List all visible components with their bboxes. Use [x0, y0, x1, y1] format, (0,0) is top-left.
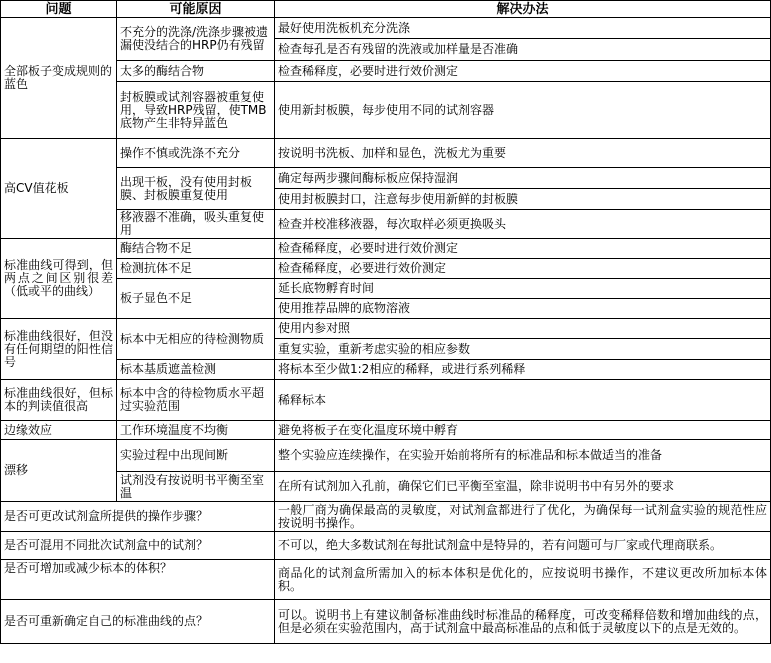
solution-cell: 使用新封板膜，每步使用不同的试剂容器 [275, 82, 771, 139]
cause-cell: 移液器不准确，吸头重复使用 [117, 210, 275, 239]
header-solution: 解决办法 [275, 1, 771, 18]
solution-cell: 将标本至少做1:2相应的稀释，或进行系列稀释 [275, 360, 771, 380]
table-row [1, 319, 771, 339]
solution-cell: 使用内参对照 [275, 319, 771, 339]
cause-cell: 标本基质遮盖检测 [117, 360, 275, 380]
table-row [1, 139, 771, 168]
faq-answer: 一般厂商为确保最高的灵敏度，对试剂盒都进行了优化，为确保每一试剂盒实验的规范性应按说明书操作。 [275, 502, 771, 532]
solution-cell: 延长底物孵育时间 [275, 279, 771, 299]
cause-cell: 封板膜或试剂容器被重复使用，导致HRP残留，使TMB底物产生非特异蓝色 [117, 82, 275, 139]
table-row [1, 61, 771, 82]
cause-cell: 操作不慎或洗涤不充分 [117, 139, 275, 168]
solution-cell: 最好使用洗板机充分洗涤 [275, 18, 771, 39]
solution-cell: 检查稀释度，必要时进行效价测定 [275, 239, 771, 259]
solution-cell: 避免将板子在变化温度环境中孵育 [275, 421, 771, 440]
solution-cell: 稀释标本 [275, 380, 771, 421]
table-row [1, 239, 771, 259]
problem-cell: 边缘效应 [1, 421, 117, 440]
solution-cell: 检查每孔是否有残留的洗液或加样量是否准确 [275, 39, 771, 61]
table-row [1, 259, 771, 279]
table-row [1, 440, 771, 472]
header-problem: 问题 [1, 1, 117, 18]
cause-cell: 板子显色不足 [117, 279, 275, 319]
solution-cell: 检查稀释度，必要进行效价测定 [275, 259, 771, 279]
cause-cell: 出现干板，没有使用封板膜、封板膜重复使用 [117, 168, 275, 210]
cause-cell: 太多的酶结合物 [117, 61, 275, 82]
solution-cell: 重复实验，重新考虑实验的相应参数 [275, 339, 771, 360]
problem-cell: 高CV值花板 [1, 139, 117, 239]
cause-cell: 工作环境温度不均衡 [117, 421, 275, 440]
cause-cell: 试剂没有按说明书平衡至室温 [117, 472, 275, 502]
solution-cell: 确定每两步骤间酶标板应保持湿润 [275, 168, 771, 189]
faq-answer: 不可以，绝大多数试剂在每批试剂盒中是特异的，若有问题可与厂家或代理商联系。 [275, 532, 771, 560]
faq-question: 是否可增加或减少标本的体积？ [1, 560, 275, 600]
cause-cell: 标本中含的待检物质水平超过实验范围 [117, 380, 275, 421]
cause-cell: 酶结合物不足 [117, 239, 275, 259]
faq-answer: 商品化的试剂盒所需加入的标本体积是优化的，应按说明书操作，不建议更改所加标本体积。 [275, 560, 771, 600]
header-row [1, 1, 771, 18]
table-row [1, 82, 771, 139]
faq-answer: 可以。说明书上有建议制备标准曲线时标准品的稀释度，可改变稀释倍数和增加曲线的点，但是必须在实验范围内，高于试剂盒中最高标准品的点和低于灵敏度以下的点是无效的。 [275, 600, 771, 644]
table-row [1, 168, 771, 189]
faq-row [1, 600, 771, 644]
faq-row [1, 560, 771, 600]
table-row [1, 360, 771, 380]
header-cause: 可能原因 [117, 1, 275, 18]
table-row [1, 279, 771, 299]
faq-question: 是否可更改试剂盒所提供的操作步骤？ [1, 502, 275, 532]
faq-question: 是否可重新确定自己的标准曲线的点？ [1, 600, 275, 644]
problem-cell: 全部板子变成规则的蓝色 [1, 18, 117, 139]
table-row [1, 210, 771, 239]
solution-cell: 检查并校准移液器，每次取样必须更换吸头 [275, 210, 771, 239]
faq-row [1, 532, 771, 560]
cause-cell: 标本中无相应的待检测物质 [117, 319, 275, 360]
table-row [1, 18, 771, 39]
table-row [1, 421, 771, 440]
solution-cell: 整个实验应连续操作，在实验开始前将所有的标准品和标本做适当的准备 [275, 440, 771, 472]
cause-cell: 不充分的洗涤/洗涤步骤被遗漏使没结合的HRP仍有残留 [117, 18, 275, 61]
table-row [1, 380, 771, 421]
table-row [1, 472, 771, 502]
solution-cell: 使用封板膜封口，注意每步使用新鲜的封板膜 [275, 189, 771, 210]
problem-cell: 标准曲线很好，但没有任何期望的阳性信号 [1, 319, 117, 380]
problem-cell: 标准曲线很好，但标本的判读值很高 [1, 380, 117, 421]
faq-row [1, 502, 771, 532]
faq-question: 是否可混用不同批次试剂盒中的试剂？ [1, 532, 275, 560]
problem-cell: 漂移 [1, 440, 117, 502]
solution-cell: 检查稀释度，必要时进行效价测定 [275, 61, 771, 82]
solution-cell: 按说明书洗板、加样和显色，洗板尤为重要 [275, 139, 771, 168]
cause-cell: 实验过程中出现间断 [117, 440, 275, 472]
solution-cell: 在所有试剂加入孔前，确保它们已平衡至室温，除非说明书中有另外的要求 [275, 472, 771, 502]
solution-cell: 使用推荐品牌的底物溶液 [275, 299, 771, 319]
problem-cell: 标准曲线可得到，但两点之间区别很差（低或平的曲线） [1, 239, 117, 319]
cause-cell: 检测抗体不足 [117, 259, 275, 279]
